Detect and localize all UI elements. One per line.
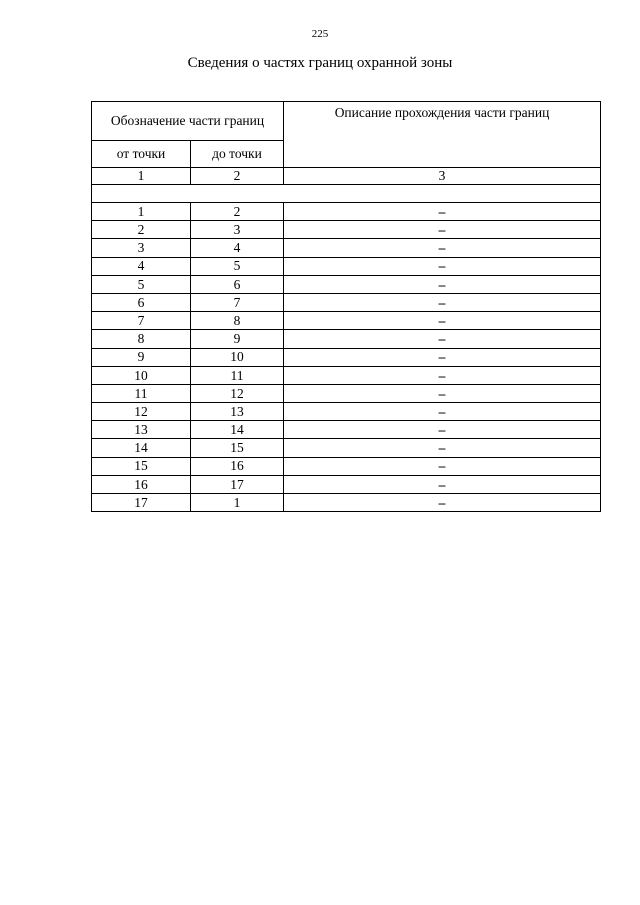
from-point-cell: 11 bbox=[92, 384, 191, 402]
to-point-cell: 4 bbox=[191, 239, 284, 257]
table-row bbox=[92, 475, 601, 493]
from-point-cell: 9 bbox=[92, 348, 191, 366]
designation-header: Обозначение части границ bbox=[92, 102, 284, 141]
to-point-cell: 3 bbox=[191, 221, 284, 239]
table-row bbox=[92, 257, 601, 275]
to-point-cell: 5 bbox=[191, 257, 284, 275]
description-header: Описание прохождения части границ bbox=[284, 102, 601, 168]
description-cell: – bbox=[284, 366, 601, 384]
description-cell: – bbox=[284, 475, 601, 493]
from-point-cell: 1 bbox=[92, 203, 191, 221]
from-point-cell: 10 bbox=[92, 366, 191, 384]
table-row bbox=[92, 494, 601, 512]
description-cell: – bbox=[284, 403, 601, 421]
table-row bbox=[92, 403, 601, 421]
description-cell: – bbox=[284, 494, 601, 512]
description-cell: – bbox=[284, 421, 601, 439]
from-point-cell: 17 bbox=[92, 494, 191, 512]
from-point-header: от точки bbox=[92, 141, 191, 168]
column-number-row bbox=[92, 168, 601, 185]
column-number: 1 bbox=[92, 168, 191, 185]
empty-cell bbox=[92, 185, 601, 203]
description-cell: – bbox=[284, 203, 601, 221]
description-cell: – bbox=[284, 293, 601, 311]
from-point-cell: 5 bbox=[92, 275, 191, 293]
page-number: 225 bbox=[311, 28, 329, 40]
to-point-cell: 7 bbox=[191, 293, 284, 311]
to-point-cell: 2 bbox=[191, 203, 284, 221]
description-cell: – bbox=[284, 457, 601, 475]
from-point-cell: 8 bbox=[92, 330, 191, 348]
from-point-cell: 13 bbox=[92, 421, 191, 439]
to-point-cell: 16 bbox=[191, 457, 284, 475]
from-point-cell: 15 bbox=[92, 457, 191, 475]
description-cell: – bbox=[284, 384, 601, 402]
from-point-cell: 3 bbox=[92, 239, 191, 257]
table-row bbox=[92, 275, 601, 293]
to-point-cell: 12 bbox=[191, 384, 284, 402]
table-row bbox=[92, 203, 601, 221]
description-cell: – bbox=[284, 330, 601, 348]
table-row bbox=[92, 348, 601, 366]
table-row bbox=[92, 239, 601, 257]
table-row bbox=[92, 421, 601, 439]
from-point-cell: 16 bbox=[92, 475, 191, 493]
table-row bbox=[92, 330, 601, 348]
to-point-cell: 6 bbox=[191, 275, 284, 293]
from-point-cell: 12 bbox=[92, 403, 191, 421]
description-cell: – bbox=[284, 221, 601, 239]
column-number: 3 bbox=[284, 168, 601, 185]
table-row bbox=[92, 457, 601, 475]
description-cell: – bbox=[284, 257, 601, 275]
to-point-cell: 8 bbox=[191, 312, 284, 330]
description-cell: – bbox=[284, 239, 601, 257]
page-title: Сведения о частях границ охранной зоны bbox=[187, 55, 453, 71]
table-row bbox=[92, 366, 601, 384]
to-point-header: до точки bbox=[191, 141, 284, 168]
description-cell: – bbox=[284, 348, 601, 366]
to-point-cell: 11 bbox=[191, 366, 284, 384]
to-point-cell: 15 bbox=[191, 439, 284, 457]
to-point-cell: 9 bbox=[191, 330, 284, 348]
header-row bbox=[92, 102, 601, 141]
table-row bbox=[92, 312, 601, 330]
table-row bbox=[92, 221, 601, 239]
from-point-cell: 4 bbox=[92, 257, 191, 275]
to-point-cell: 10 bbox=[191, 348, 284, 366]
to-point-cell: 17 bbox=[191, 475, 284, 493]
to-point-cell: 14 bbox=[191, 421, 284, 439]
from-point-cell: 7 bbox=[92, 312, 191, 330]
from-point-cell: 14 bbox=[92, 439, 191, 457]
description-cell: – bbox=[284, 439, 601, 457]
to-point-cell: 1 bbox=[191, 494, 284, 512]
empty-row bbox=[92, 185, 601, 203]
description-cell: – bbox=[284, 275, 601, 293]
table-row bbox=[92, 384, 601, 402]
boundary-parts-table bbox=[91, 101, 601, 512]
column-number: 2 bbox=[191, 168, 284, 185]
table-row bbox=[92, 439, 601, 457]
from-point-cell: 2 bbox=[92, 221, 191, 239]
description-cell: – bbox=[284, 312, 601, 330]
from-point-cell: 6 bbox=[92, 293, 191, 311]
to-point-cell: 13 bbox=[191, 403, 284, 421]
table-row bbox=[92, 293, 601, 311]
